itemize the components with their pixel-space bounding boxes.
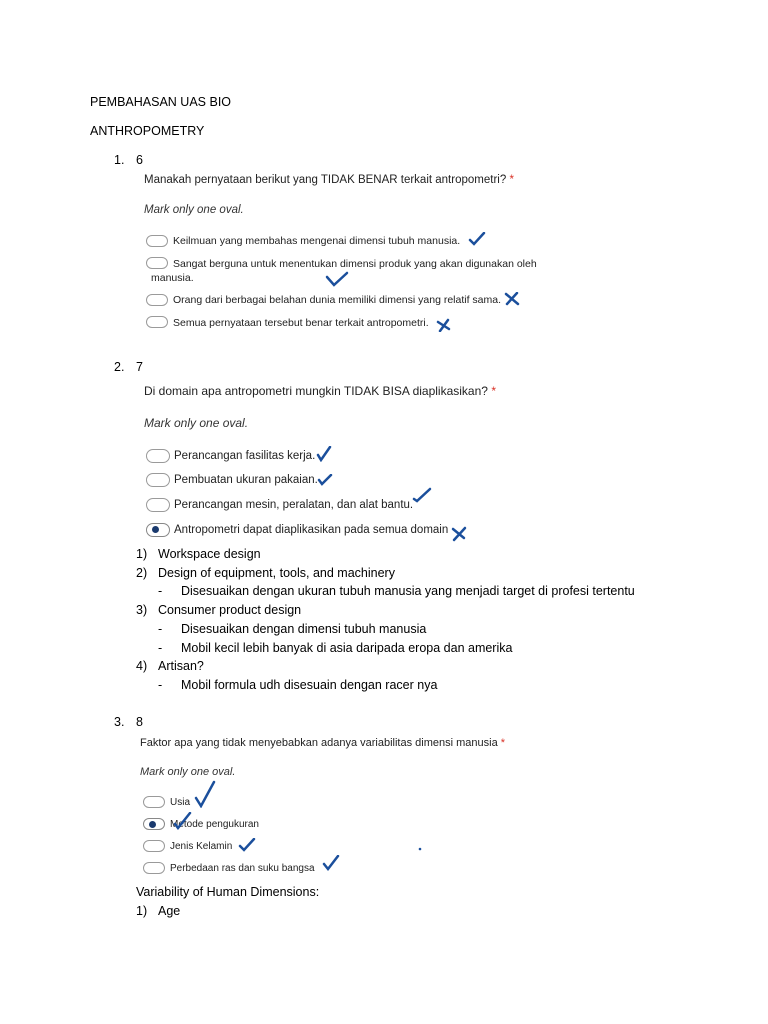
check-mark-icon [325, 271, 349, 287]
q3-option-3-label: Jenis Kelamin [170, 841, 233, 852]
note-text: Age [158, 904, 181, 918]
q1-question-text: Manakah pernyataan berikut yang TIDAK BENAR terkait antropometri? [144, 174, 507, 186]
q3-option-1-radio[interactable] [143, 796, 165, 808]
check-mark-icon [322, 855, 340, 871]
note-text: Workspace design [158, 547, 261, 561]
q3-option-4-radio[interactable] [143, 862, 165, 874]
q1-option-2-radio[interactable] [146, 257, 168, 269]
q3-question-text: Faktor apa yang tidak menyebabkan adanya variabilitas dimensi manusia [140, 737, 498, 749]
section-title: ANTHROPOMETRY [90, 124, 205, 138]
note-text: Mobil kecil lebih banyak di asia daripada eropa dan amerika [181, 641, 513, 655]
q2-option-3-label: Perancangan mesin, peralatan, dan alat bantu. [174, 499, 414, 511]
q1-option-3-label: Orang dari berbagai belahan dunia memiliki dimensi yang relatif sama. [173, 294, 502, 306]
check-mark-icon [317, 474, 333, 486]
note-marker: - [158, 622, 163, 636]
q3-question [140, 737, 505, 749]
q2-option-4-label: Antropometri dapat diaplikasikan pada semua domain [174, 524, 449, 536]
note-text: Mobil formula udh disesuain dengan racer nya [181, 678, 438, 692]
check-mark-icon [173, 812, 193, 830]
note-marker: 1) [136, 904, 148, 918]
note-marker: - [158, 584, 163, 598]
required-star: * [491, 384, 496, 398]
q1-option-3-radio[interactable] [146, 294, 168, 306]
q3-option-3-radio[interactable] [143, 840, 165, 852]
note-text: Consumer product design [158, 603, 302, 617]
q1-hint: Mark only one oval. [144, 204, 244, 216]
note-text: Disesuaikan dengan dimensi tubuh manusia [181, 622, 427, 636]
required-star: * [509, 174, 514, 186]
q2-option-3-radio[interactable] [146, 498, 170, 512]
q3-option-1-label: Usia [170, 797, 191, 808]
q1-option-1-label: Keilmuan yang membahas mengenai dimensi tubuh manusia. [173, 235, 461, 247]
ink-dot-icon [418, 847, 422, 851]
q3-option-4-label: Perbedaan ras dan suku bangsa [170, 863, 315, 874]
note-marker: - [158, 678, 163, 692]
q1-option-2-label-cont: manusia. [151, 272, 194, 284]
q1-option-1-radio[interactable] [146, 235, 168, 247]
q2-option-2-label: Pembuatan ukuran pakaian. [174, 474, 318, 486]
note-marker: - [158, 641, 163, 655]
q1-option-2-label: Sangat berguna untuk menentukan dimensi produk yang akan digunakan oleh [173, 258, 537, 270]
q2-option-1-label: Perancangan fasilitas kerja. [174, 450, 316, 462]
notes-title: Variability of Human Dimensions: [136, 885, 320, 899]
note-marker: 3) [136, 603, 148, 617]
q3-hint: Mark only one oval. [140, 766, 236, 778]
note-text: Design of equipment, tools, and machinery [158, 566, 395, 580]
q2-hint: Mark only one oval. [144, 416, 249, 430]
note-marker: 2) [136, 566, 148, 580]
q3-option-2-label: Metode pengukuran [170, 819, 259, 830]
note-text: Disesuaikan dengan ukuran tubuh manusia yang menjadi target di profesi tertentu [181, 584, 635, 598]
q2-number: 2. [114, 360, 125, 374]
q1-value: 6 [136, 153, 143, 167]
q1-question [144, 174, 514, 186]
q3-option-2-radio-selected[interactable] [143, 818, 165, 830]
cross-mark-icon [436, 318, 452, 332]
q3-value: 8 [136, 715, 143, 729]
q2-option-2-radio[interactable] [146, 473, 170, 487]
note-marker: 1) [136, 547, 148, 561]
q2-option-1-radio[interactable] [146, 449, 170, 463]
note-marker: 4) [136, 659, 148, 673]
cross-mark-icon [504, 292, 520, 306]
q2-option-4-radio-selected[interactable] [146, 523, 170, 537]
q1-option-4-label: Semua pernyataan tersebut benar terkait antropometri. [173, 317, 429, 329]
q2-question-text: Di domain apa antropometri mungkin TIDAK BISA diaplikasikan? [144, 384, 488, 398]
check-mark-icon [238, 838, 256, 852]
q1-option-4-radio[interactable] [146, 316, 168, 328]
required-star: * [500, 737, 506, 749]
cross-mark-icon [450, 526, 468, 542]
q2-question [144, 384, 496, 398]
check-mark-icon [316, 446, 332, 462]
q2-value: 7 [136, 360, 143, 374]
document-title: PEMBAHASAN UAS BIO [90, 95, 232, 109]
check-mark-icon [412, 487, 432, 503]
q3-number: 3. [114, 715, 125, 729]
note-text: Artisan? [158, 659, 204, 673]
check-mark-icon [468, 232, 486, 246]
check-mark-icon [193, 780, 217, 808]
q1-number: 1. [114, 153, 125, 167]
